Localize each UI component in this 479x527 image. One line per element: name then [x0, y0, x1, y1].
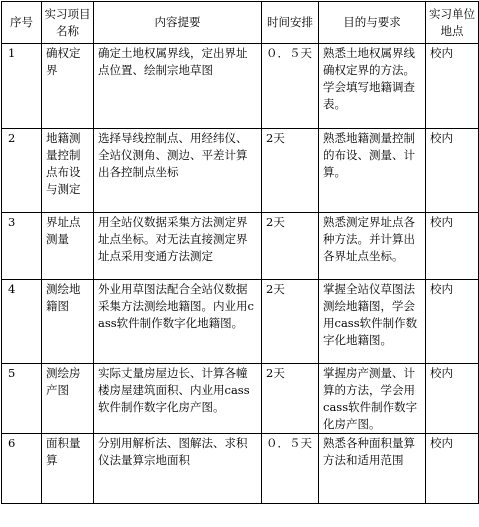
cell-time: 2天: [262, 129, 319, 213]
header-name: 实习项目名称: [42, 2, 94, 44]
table-row: [2, 129, 479, 213]
cell-name: 面积量算: [42, 434, 94, 504]
cell-time: 2天: [262, 213, 319, 280]
cell-name: 确权定界: [42, 44, 94, 129]
header-time: 时间安排: [262, 2, 319, 44]
table-row: [2, 364, 479, 434]
table-row: [2, 434, 479, 504]
cell-name: 测绘地籍图: [42, 280, 94, 364]
cell-time: ０．５天: [262, 434, 319, 504]
cell-place: 校内: [426, 364, 479, 434]
cell-content: 分别用解析法、图解法、求积仪法量算宗地面积: [94, 434, 262, 504]
cell-content: 确定土地权属界线，定出界址点位置、绘制宗地草图: [94, 44, 262, 129]
cell-no: 5: [2, 364, 42, 434]
cell-content: 外业用草图法配合全站仪数据采集方法测绘地籍图。内业用cass软件制作数字化地籍图。: [94, 280, 262, 364]
header-place: 实习单位地点: [426, 2, 479, 44]
cell-content: 选择导线控制点、用经纬仪、全站仪测角、测边、平差计算出各控制点坐标: [94, 129, 262, 213]
cell-content: 实际丈量房屋边长、计算各幢楼房屋建筑面积、内业用cass软件制作数字化房产图。: [94, 364, 262, 434]
cell-no: 4: [2, 280, 42, 364]
cell-name: 测绘房产图: [42, 364, 94, 434]
practice-schedule-table: [1, 1, 479, 504]
cell-place: 校内: [426, 213, 479, 280]
header-goal: 目的与要求: [319, 2, 426, 44]
cell-goal: 掌握房产测量、计算的方法，学会用cass软件制作数字化房产图。: [319, 364, 426, 434]
cell-name: 地籍测量控制点布设与测定: [42, 129, 94, 213]
cell-goal: 熟悉测定界址点各种方法。并计算出各界址点坐标。: [319, 213, 426, 280]
cell-place: 校内: [426, 44, 479, 129]
cell-name: 界址点测量: [42, 213, 94, 280]
cell-time: 2天: [262, 364, 319, 434]
cell-time: ０．５天: [262, 44, 319, 129]
cell-place: 校内: [426, 280, 479, 364]
cell-no: 1: [2, 44, 42, 129]
cell-no: 2: [2, 129, 42, 213]
header-row: [2, 2, 479, 44]
table-row: [2, 213, 479, 280]
cell-goal: 熟悉地籍测量控制的布设、测量、计算。: [319, 129, 426, 213]
table-row: [2, 44, 479, 129]
header-content: 内容提要: [94, 2, 262, 44]
header-no: 序号: [2, 2, 42, 44]
cell-goal: 熟悉各种面积量算方法和适用范围: [319, 434, 426, 504]
table-row: [2, 280, 479, 364]
cell-goal: 掌握全站仪草图法测绘地籍图，学会用cass软件制作数字化地籍图。: [319, 280, 426, 364]
cell-place: 校内: [426, 434, 479, 504]
cell-no: 3: [2, 213, 42, 280]
cell-no: 6: [2, 434, 42, 504]
cell-content: 用全站仪数据采集方法测定界址点坐标。对无法直接测定界址点采用变通方法测定: [94, 213, 262, 280]
cell-time: 2天: [262, 280, 319, 364]
cell-goal: 熟悉土地权属界线确权定界的方法。学会填写地籍调查表。: [319, 44, 426, 129]
cell-place: 校内: [426, 129, 479, 213]
